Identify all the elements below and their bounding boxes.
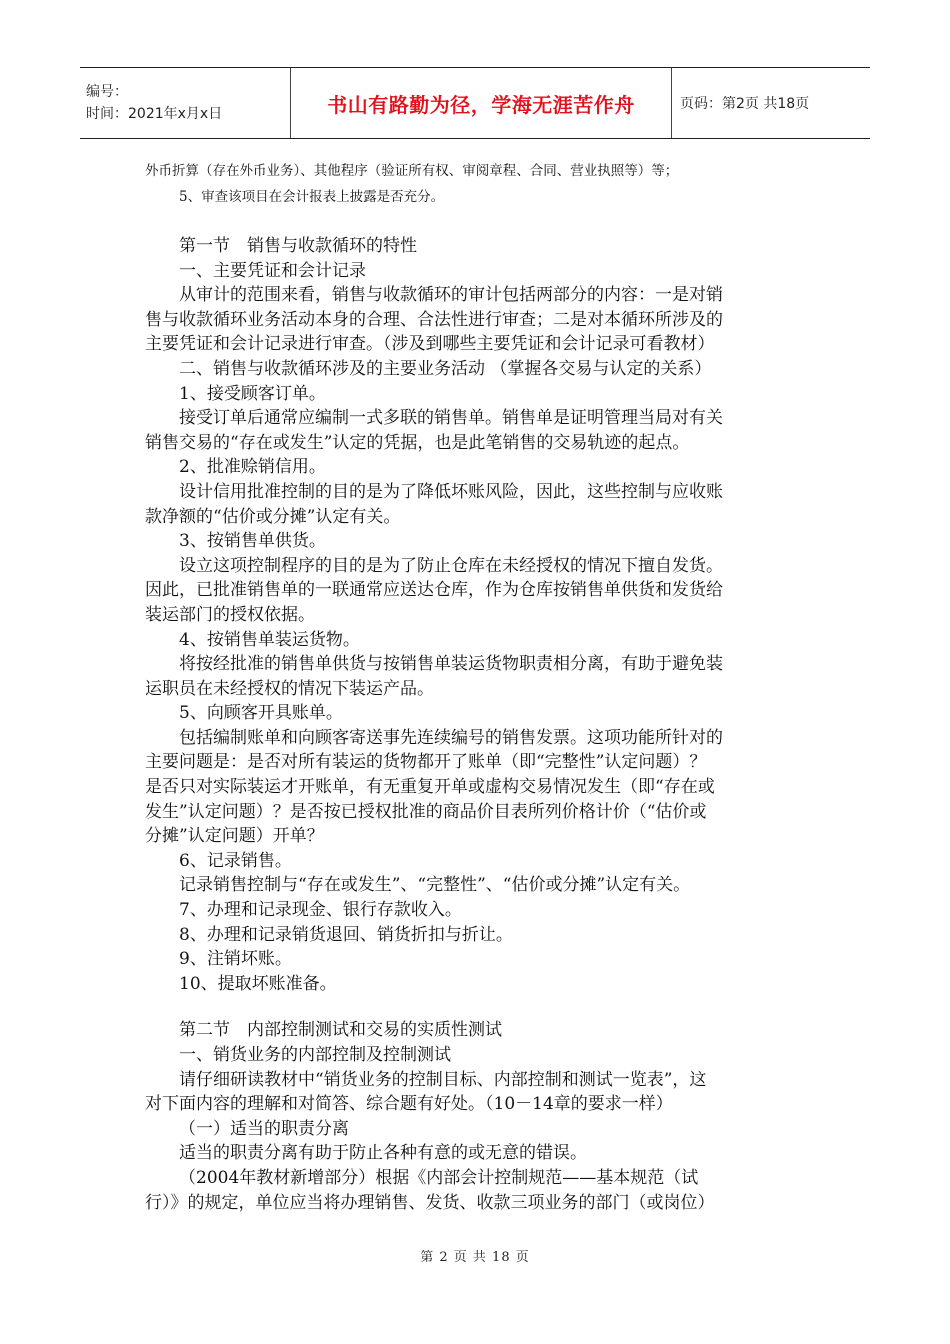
- section-heading: 第一节 销售与收款循环的特性: [179, 236, 417, 256]
- subsection-heading: 一、主要凭证和会计记录: [179, 260, 366, 281]
- subsection-heading: 一、销货业务的内部控制及控制测试: [179, 1045, 451, 1065]
- body-line: 款净额的“估价或分摊”认定有关。: [145, 506, 401, 527]
- header-meta: [80, 68, 291, 138]
- list-item: 3、按销售单供货。: [179, 531, 326, 552]
- list-item: 5、向顾客开具账单。: [179, 703, 343, 724]
- body-line: 发生”认定问题）？是否按已授权批准的商品价目表所列价格计价（“估价或: [145, 801, 707, 822]
- body-line: 接受订单后通常应编制一式多联的销售单。销售单是证明管理当局对有关: [179, 408, 723, 429]
- list-item: 2、批准赊销信用。: [179, 457, 326, 478]
- subsection-heading: 二、销售与收款循环涉及的主要业务活动 （掌握各交易与认定的关系）: [179, 358, 712, 379]
- document-body: [145, 158, 805, 1215]
- page-footer: 第 2 页 共 18 页: [420, 1250, 530, 1265]
- header-page-label: 页码：第2页 共18页: [680, 96, 810, 112]
- list-item: 7、办理和记录现金、银行存款收入。: [179, 900, 462, 921]
- body-line: 售与收款循环业务活动本身的合理、合法性进行审查；二是对本循环所涉及的: [145, 309, 723, 330]
- document-number-label: 编号：: [86, 84, 128, 100]
- paragraph-gap: [145, 210, 805, 234]
- list-item: 8、办理和记录销货退回、销货折扣与折让。: [179, 924, 513, 945]
- document-time-label: 时间：2021年x月x日: [86, 106, 223, 122]
- body-line: 是否只对实际装运才开账单，有无重复开单或虚构交易情况发生（即“存在或: [145, 777, 715, 798]
- header-motto-cell: [291, 68, 672, 138]
- list-item: 6、记录销售。: [179, 850, 292, 871]
- body-line: 装运部门的授权依据。: [145, 604, 315, 625]
- list-item: 1、接受顾客订单。: [179, 383, 326, 404]
- header-motto: 书山有路勤为径，学海无涯苦作舟: [327, 92, 635, 117]
- body-line: 请仔细研读教材中“销货业务的控制目标、内部控制和测试一览表”，这: [179, 1069, 707, 1090]
- body-line: 5、审查该项目在会计报表上披露是否充分。: [179, 189, 445, 205]
- list-item: 4、按销售单装运货物。: [179, 629, 360, 650]
- page-header: [80, 67, 870, 139]
- body-line: 行）》的规定，单位应当将办理销售、发货、收款三项业务的部门（或岗位）: [145, 1192, 715, 1213]
- paragraph-gap: [145, 996, 805, 1018]
- body-line: 对下面内容的理解和对简答、综合题有好处。（10－14章的要求一样）: [145, 1094, 673, 1115]
- body-line: 销售交易的“存在或发生”认定的凭据，也是此笔销售的交易轨迹的起点。: [145, 432, 690, 453]
- body-line: 运职员在未经授权的情况下装运产品。: [145, 678, 434, 699]
- body-line: 主要凭证和会计记录进行审查。（涉及到哪些主要凭证和会计记录可看教材）: [145, 334, 715, 355]
- body-line: （2004年教材新增部分）根据《内部会计控制规范——基本规范（试: [179, 1167, 699, 1188]
- body-line: 将按经批准的销售单供货与按销售单装运货物职责相分离，有助于避免装: [179, 654, 723, 675]
- body-line: 设立这项控制程序的目的是为了防止仓库在未经授权的情况下擅自发货。: [179, 555, 723, 576]
- list-item: 9、注销坏账。: [179, 949, 292, 970]
- section-heading: 第二节 内部控制测试和交易的实质性测试: [179, 1020, 502, 1041]
- body-line: 记录销售控制与“存在或发生”、“完整性”、“估价或分摊”认定有关。: [179, 875, 691, 896]
- body-line: 因此，已批准销售单的一联通常应送达仓库，作为仓库按销售单供货和发货给: [145, 580, 723, 601]
- subsection-heading: （一）适当的职责分离: [179, 1118, 349, 1139]
- header-page-cell: [672, 68, 870, 138]
- body-line: 主要问题是：是否对所有装运的货物都开了账单（即“完整性”认定问题）？: [145, 752, 707, 773]
- list-item: 10、提取坏账准备。: [179, 973, 337, 994]
- body-line: 外币折算（存在外币业务）、其他程序（验证所有权、审阅章程、合同、营业执照等）等；: [145, 163, 679, 179]
- body-line: 分摊”认定问题）开单？: [145, 826, 324, 847]
- body-line: 包括编制账单和向顾客寄送事先连续编号的销售发票。这项功能所针对的: [179, 727, 723, 748]
- body-line: 适当的职责分离有助于防止各种有意的或无意的错误。: [179, 1143, 587, 1164]
- body-line: 从审计的范围来看，销售与收款循环的审计包括两部分的内容：一是对销: [179, 285, 723, 306]
- body-line: 设计信用批准控制的目的是为了降低坏账风险，因此，这些控制与应收账: [179, 481, 723, 502]
